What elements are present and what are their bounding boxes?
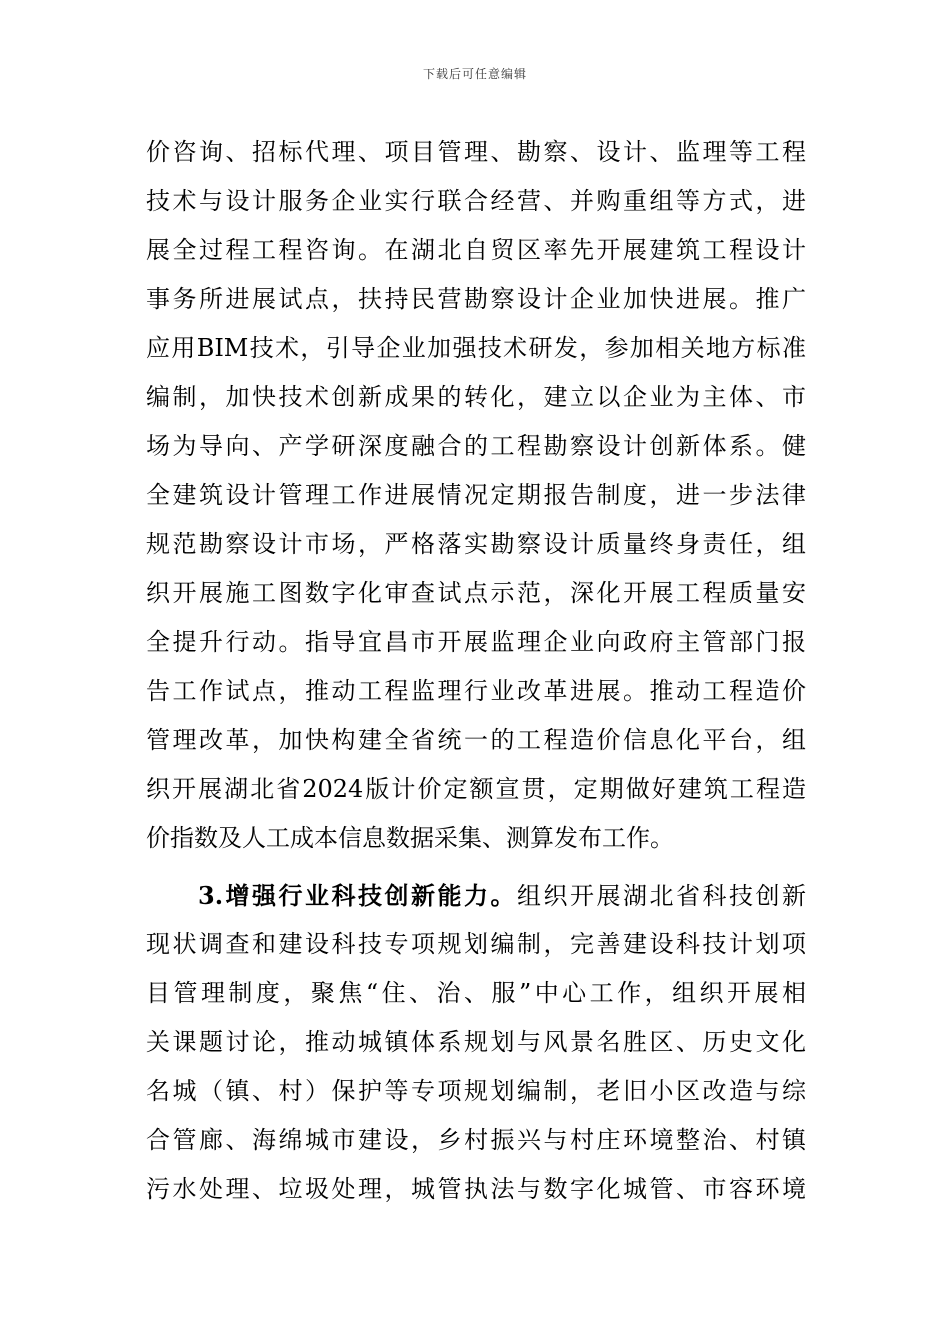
text-line: 织开展施工图数字化审查试点示范，深化开展工程质量安 xyxy=(146,579,806,607)
text-line: 合管廊、海绵城市建设，乡村振兴与村庄环境整治、村镇 xyxy=(146,1126,806,1154)
text-line: 全提升行动。指导宜昌市开展监理企业向政府主管部门报 xyxy=(146,628,806,656)
text-line: 告工作试点，推动工程监理行业改革进展。推动工程造价 xyxy=(146,677,806,705)
page-header: 下载后可任意编辑 xyxy=(422,67,527,81)
text-line: 关课题讨论，推动城镇体系规划与风景名胜区、历史文化 xyxy=(146,1028,806,1056)
text-line: 规范勘察设计市场，严格落实勘察设计质量终身责任，组 xyxy=(146,530,806,558)
text-line: 价咨询、招标代理、项目管理、勘察、设计、监理等工程 xyxy=(146,138,806,166)
text-line: 事务所进展试点，扶持民营勘察设计企业加快进展。推广 xyxy=(146,285,806,313)
text-line: 展全过程工程咨询。在湖北自贸区率先开展建筑工程设计 xyxy=(146,236,806,264)
paragraph-2 xyxy=(146,871,806,1214)
text-line: 名城（镇、村）保护等专项规划编制，老旧小区改造与综 xyxy=(146,1077,806,1105)
text-line: 技术与设计服务企业实行联合经营、并购重组等方式，进 xyxy=(146,187,806,215)
text-line: 目管理制度，聚焦“住、治、服”中心工作，组织开展相 xyxy=(146,979,806,1007)
text-line: 污水处理、垃圾处理，城管执法与数字化城管、市容环境 xyxy=(146,1175,806,1203)
text-line: 现状调查和建设科技专项规划编制，完善建设科技计划项 xyxy=(146,930,806,958)
document-body xyxy=(146,128,806,1214)
text-line: 价指数及人工成本信息数据采集、测算发布工作。 xyxy=(146,824,674,852)
text-line: 织开展湖北省2024版计价定额宣贯，定期做好建筑工程造 xyxy=(146,775,806,803)
paragraph-spacer xyxy=(146,863,806,871)
text-line: 全建筑设计管理工作进展情况定期报告制度，进一步法律 xyxy=(146,481,806,509)
heading-followup-text: 组织开展湖北省科技创新 xyxy=(517,882,807,910)
text-line: 编制，加快技术创新成果的转化，建立以企业为主体、市 xyxy=(146,383,806,411)
text-line-first xyxy=(146,871,806,920)
text-line: 管理改革，加快构建全省统一的工程造价信息化平台，组 xyxy=(146,726,806,754)
text-line: 场为导向、产学研深度融合的工程勘察设计创新体系。健 xyxy=(146,432,806,460)
text-line: 应用BIM技术，引导企业加强技术研发，参加相关地方标准 xyxy=(146,334,806,362)
section-heading: 3.增强行业科技创新能力。 xyxy=(198,881,518,910)
paragraph-1 xyxy=(146,128,806,863)
